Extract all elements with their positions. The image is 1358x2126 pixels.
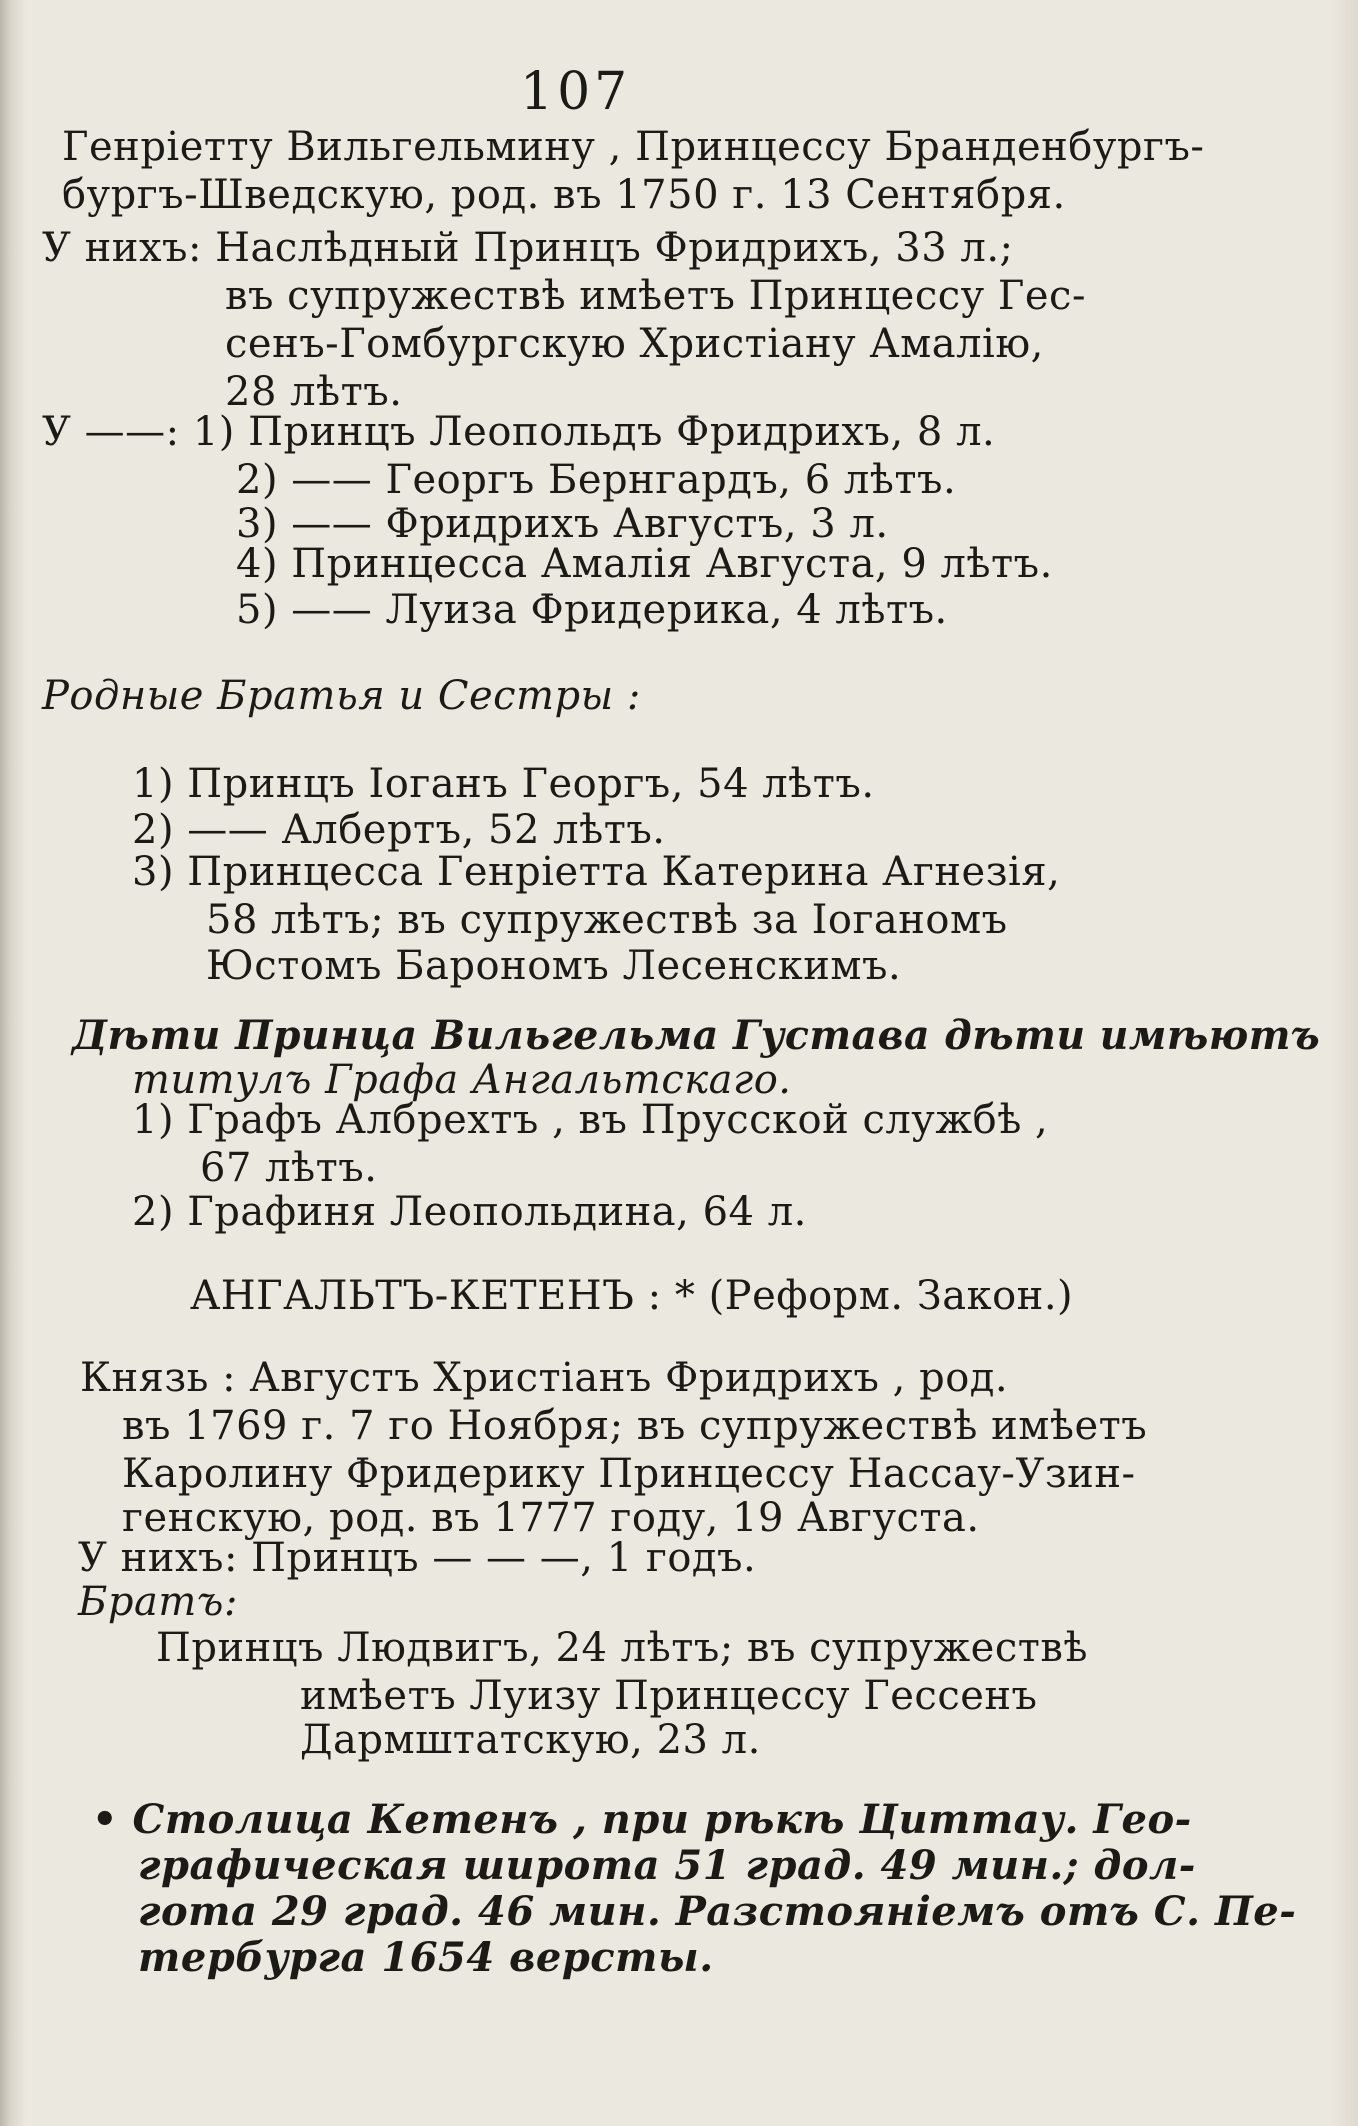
section-heading: Дѣти Принца Вильгельма Густава дѣти имѣютъ <box>72 1012 1321 1059</box>
text-line: 1) Графъ Албрехтъ , въ Прусской службѣ , <box>132 1097 1049 1143</box>
text-line: 5) —— Луиза Фридерика, 4 лѣтъ. <box>236 587 948 633</box>
text-line: Братъ: <box>78 1579 238 1625</box>
text-line: 67 лѣтъ. <box>200 1145 378 1191</box>
text-line: Генріетту Вильгельмину , Принцессу Бранденбургъ- <box>62 124 1205 170</box>
text-line: 58 лѣтъ; въ супружествѣ за Іоганомъ <box>206 897 1008 943</box>
text-line: У нихъ: Наслѣдный Принцъ Фридрихъ, 33 л.; <box>42 225 1014 271</box>
text-line: Дармштатскую, 23 л. <box>300 1717 761 1763</box>
text-line: 2) —— Албертъ, 52 лѣтъ. <box>132 807 666 853</box>
text-line: въ супружествѣ имѣетъ Принцессу Гес- <box>225 273 1086 319</box>
text-line: сенъ-Гомбургскую Христіану Амалію, <box>225 321 1044 367</box>
text-line: У нихъ: Принцъ — — —, 1 годъ. <box>78 1535 757 1581</box>
text-line: титулъ Графа Ангальтскаго. <box>132 1057 792 1103</box>
page-number: 107 <box>520 62 632 122</box>
text-line: Юстомъ Барономъ Лесенскимъ. <box>206 943 902 989</box>
text-line: бургъ-Шведскую, род. въ 1750 г. 13 Сентября. <box>62 172 1066 218</box>
text-line: 1) Принцъ Іоганъ Георгъ, 54 лѣтъ. <box>132 761 875 807</box>
footnote: тербурга 1654 версты. <box>138 1934 714 1981</box>
text-line: 3) —— Фридрихъ Августъ, 3 л. <box>236 501 889 547</box>
text-line: имѣетъ Луизу Принцессу Гессенъ <box>300 1673 1038 1719</box>
text-line: въ 1769 г. 7 го Ноября; въ супружествѣ имѣетъ <box>122 1403 1148 1449</box>
footnote: • Столица Кетенъ , при рѣкѣ Циттау. Гео- <box>92 1796 1192 1843</box>
text-line: 28 лѣтъ. <box>225 369 403 415</box>
text-line: Каролину Фридерику Принцессу Нассау-Узин- <box>122 1451 1136 1497</box>
section-title: АНГАЛЬТЪ-КЕТЕНЪ : * (Реформ. Закон.) <box>190 1273 1074 1319</box>
text-line: 2) Графиня Леопольдина, 64 л. <box>132 1189 807 1235</box>
text-line: 3) Принцесса Генріетта Катерина Агнезія, <box>132 849 1061 895</box>
section-heading: Родные Братья и Сестры : <box>42 673 641 719</box>
text-line: У ——: 1) Принцъ Леопольдъ Фридрихъ, 8 л. <box>42 409 996 455</box>
footnote: гота 29 град. 46 мин. Разстояніемъ отъ С. Пе- <box>138 1888 1297 1935</box>
text-line: генскую, род. въ 1777 году, 19 Августа. <box>122 1495 980 1541</box>
text-line: Принцъ Людвигъ, 24 лѣтъ; въ супружествѣ <box>156 1625 1089 1671</box>
text-line: 2) —— Георгъ Бернгардъ, 6 лѣтъ. <box>236 457 957 503</box>
text-line: 4) Принцесса Амалія Августа, 9 лѣтъ. <box>236 541 1053 587</box>
text-line: Князь : Августъ Христіанъ Фридрихъ , род. <box>80 1355 1009 1401</box>
footnote: графическая широта 51 град. 49 мин.; дол- <box>138 1842 1196 1889</box>
